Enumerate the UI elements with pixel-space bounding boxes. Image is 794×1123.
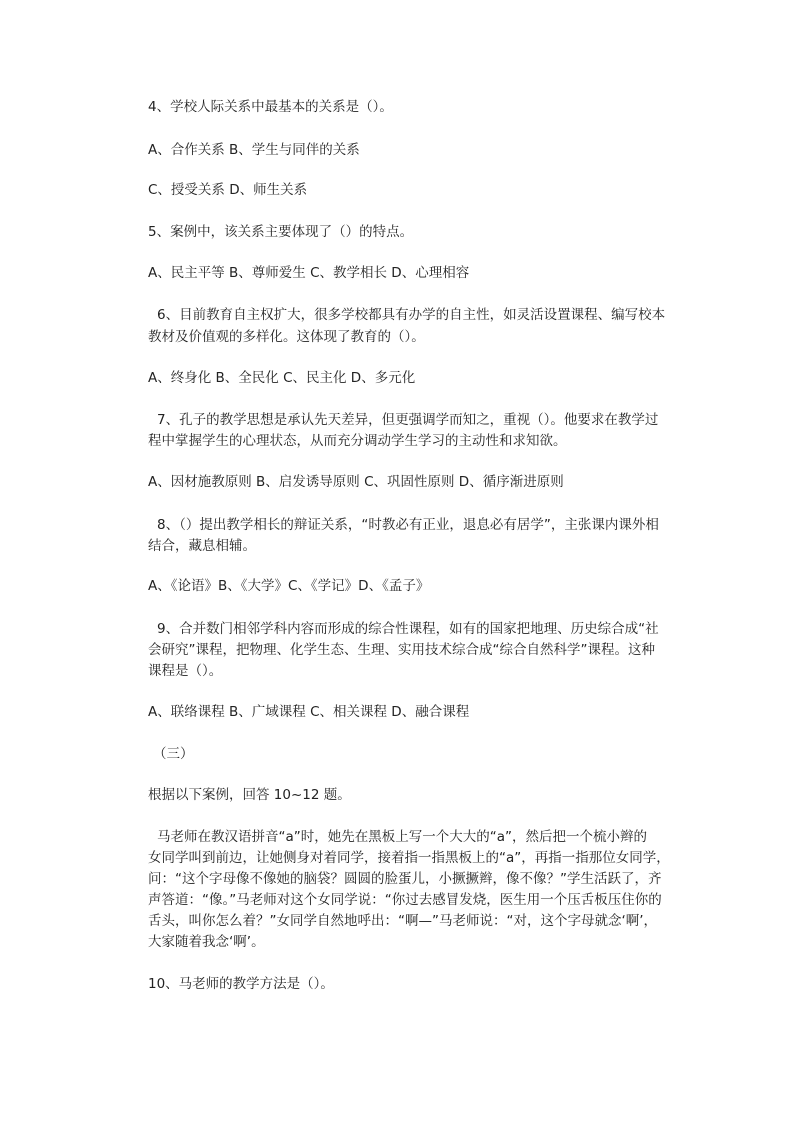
question-8-line-1: 8、（）提出教学相长的辩证关系，“时教必有正业，退息必有居学”，主张课内课外相 bbox=[157, 517, 659, 533]
question-7-line-2: 程中掌握学生的心理状态，从而充分调动学生学习的主动性和求知欲。 bbox=[148, 433, 567, 449]
case-intro: 根据以下案例，回答 10~12 题。 bbox=[148, 787, 351, 803]
question-9-line-1: 9、合并数门相邻学科内容而形成的综合性课程，如有的国家把地理、历史综合成“社 bbox=[157, 621, 659, 637]
question-5-options: A、民主平等 B、尊师爱生 C、教学相长 D、心理相容 bbox=[148, 265, 470, 281]
question-6-line-2: 教材及价值观的多样化。这体现了教育的（）。 bbox=[148, 329, 425, 345]
case-line-5: 舌头，叫你怎么着？”女同学自然地呼出：“啊—”马老师说：“对，这个字母就念‘啊’， bbox=[148, 913, 658, 929]
question-9-line-2: 会研究”课程，把物理、化学生态、生理、实用技术综合成“综合自然科学”课程。这种 bbox=[148, 642, 655, 658]
question-4-options-ab: A、合作关系 B、学生与同伴的关系 bbox=[148, 142, 360, 158]
question-8-options: A、《论语》B、《大学》C、《学记》D、《孟子》 bbox=[148, 578, 430, 594]
section-heading: （三） bbox=[153, 746, 194, 762]
question-9-options: A、联络课程 B、广域课程 C、相关课程 D、融合课程 bbox=[148, 704, 470, 720]
question-7-options: A、因材施教原则 B、启发诱导原则 C、巩固性原则 D、循序渐进原则 bbox=[148, 474, 564, 490]
question-10: 10、马老师的教学方法是（）。 bbox=[148, 976, 334, 992]
question-5: 5、案例中，该关系主要体现了（）的特点。 bbox=[148, 224, 414, 240]
question-8-line-2: 结合，藏息相辅。 bbox=[148, 538, 256, 554]
case-line-6: 大家随着我念‘啊’。 bbox=[148, 934, 265, 950]
question-7-line-1: 7、孔子的教学思想是承认先天差异，但更强调学而知之，重视（）。他要求在教学过 bbox=[157, 412, 659, 428]
question-4: 4、学校人际关系中最基本的关系是（）。 bbox=[148, 99, 393, 115]
case-line-2: 女同学叫到前边，让她侧身对着同学，接着指一指黑板上的“a”，再指一指那位女同学， bbox=[148, 850, 670, 866]
question-6-line-1: 6、目前教育自主权扩大，很多学校都具有办学的自主性，如灵活设置课程、编写校本 bbox=[157, 307, 666, 323]
question-4-options-cd: C、授受关系 D、师生关系 bbox=[148, 182, 308, 198]
case-line-4: 声答道：“像。”马老师对这个女同学说：“你过去感冒发烧，医生用一个压舌板压住你的 bbox=[148, 892, 662, 908]
question-6-options: A、终身化 B、全民化 C、民主化 D、多元化 bbox=[148, 370, 416, 386]
case-line-3: 问：“这个字母像不像她的脑袋？圆圆的脸蛋儿，小撅撅辫，像不像？”学生活跃了，齐 bbox=[148, 871, 662, 887]
question-9-line-3: 课程是（）。 bbox=[148, 663, 223, 679]
case-line-1: 马老师在教汉语拼音“a”时，她先在黑板上写一个大大的“a”，然后把一个梳小辫的 bbox=[157, 829, 648, 845]
